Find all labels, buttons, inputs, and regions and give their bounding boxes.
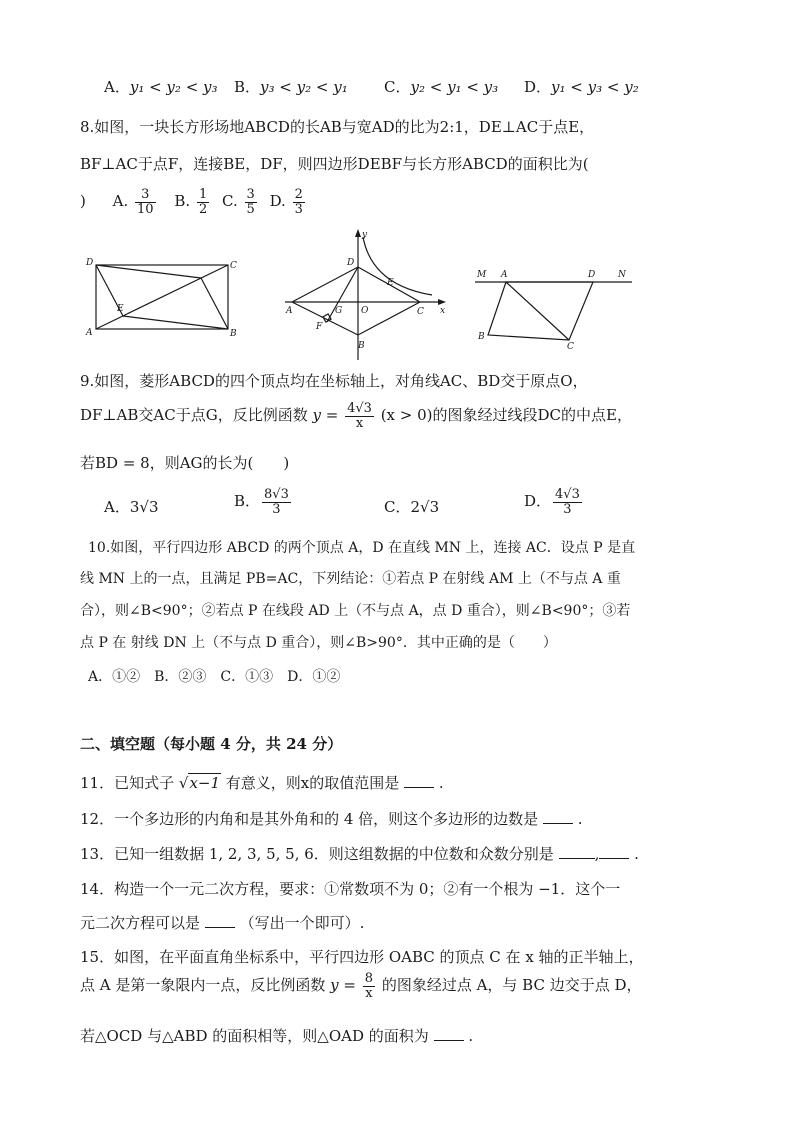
fig3-label-c: C <box>567 342 574 352</box>
fig2-label-d: D <box>347 258 355 268</box>
q8-option-b-label: B. <box>174 192 191 211</box>
q9-line1: 9.如图，菱形ABCD的四个顶点均在坐标轴上，对角线AC、BD交于原点O， <box>80 372 588 390</box>
q11-radical: √x−1 <box>178 774 221 792</box>
q9-function-fraction: $\frac{4√3}{x}$ <box>347 401 372 431</box>
fig3-label-n: N <box>618 270 626 280</box>
q9-line2-post: (x > 0)的图象经过线段DC的中点E， <box>380 406 632 425</box>
q14-answer-blank <box>205 915 235 928</box>
fig1-label-a: A <box>86 328 93 338</box>
q15-line2-post: 的图象经过点 A，与 BC 边交于点 D， <box>381 976 642 995</box>
q7-option-c: C．y₂ < y₁ < y₃ <box>384 78 499 96</box>
q15-line3: 若△OCD 与△ABD 的面积相等，则△OAD 的面积为 . <box>80 1027 474 1045</box>
fig2-label-o: O <box>361 306 369 316</box>
q9-option-a: A．3√3 <box>104 498 159 516</box>
fig2-label-g: G <box>335 306 343 316</box>
q9-options <box>104 488 604 528</box>
q15-line2 <box>80 972 642 1000</box>
fig2-label-a: A <box>286 306 293 316</box>
geometry-figures <box>80 225 640 365</box>
q13: 13．已知一组数据 1, 2, 3, 5, 5, 6．则这组数据的中位数和众数分别是 , . <box>80 845 639 863</box>
q14-line1: 14．构造一个一元二次方程，要求：①常数项不为 0；②有一个根为 −1．这个一 <box>80 880 621 898</box>
q12-answer-blank <box>543 811 573 824</box>
q11-answer-blank <box>404 775 434 788</box>
q15-answer-blank <box>434 1028 464 1041</box>
q12-text: 12．一个多边形的内角和是其外角和的 4 倍，则这个多边形的边数是 <box>80 810 543 828</box>
q8-option-b-fraction: $\frac{1}{2}$ <box>198 187 208 217</box>
section-2-title: 二、填空题（每小题 4 分，共 24 分） <box>80 735 343 753</box>
q8-option-d-label: D. <box>269 192 286 211</box>
fig3-label-b: B <box>478 332 485 342</box>
q7-option-b: B．y₃ < y₂ < y₁ <box>234 78 348 96</box>
q8-paren-close: ) <box>80 192 86 211</box>
q7-option-d: D．y₁ < y₃ < y₂ <box>524 78 639 96</box>
q9-line3: 若BD = 8，则AG的长为( ) <box>80 454 290 472</box>
fig1-label-e: E <box>117 304 124 314</box>
q10-line2: 线 MN 上的一点，且满足 PB=AC，下列结论：①若点 P 在射线 AM 上（不与点 A 重 <box>80 571 621 587</box>
q9-function-lhs: y = <box>312 406 339 425</box>
fig3-label-a: A <box>501 270 508 280</box>
fig3-label-m: M <box>477 270 487 280</box>
q15-line2-pre: 点 A 是第一象限内一点，反比例函数 <box>80 976 326 995</box>
fig2-label-e: E <box>387 278 394 288</box>
q8-option-a-fraction: $\frac{3}{10}$ <box>137 187 154 217</box>
q8-option-c-fraction: $\frac{3}{5}$ <box>246 187 255 217</box>
fig2-label-b: B <box>358 341 365 351</box>
q15-function-fraction: $\frac{8}{x}$ <box>364 971 374 1001</box>
fig2-label-y: y <box>362 230 368 240</box>
q10-line1: 10.如图，平行四边形 ABCD 的两个顶点 A，D 在直线 MN 上，连接 AC．设点 P 是直 <box>88 540 636 556</box>
fig3-label-d: D <box>588 270 596 280</box>
q13-answer-blank-2 <box>599 846 629 859</box>
q11: 11．已知式子 √x−1 有意义，则x的取值范围是 . <box>80 774 444 792</box>
q11-post: 有意义，则x的取值范围是 <box>225 774 405 792</box>
fig1-label-c: C <box>230 261 237 271</box>
q10-line3: 合），则∠B<90°；②若点 P 在线段 AD 上（不与点 A，点 D 重合），则∠B<90°；③若 <box>80 603 631 619</box>
fig1-label-b: B <box>230 329 237 339</box>
figure-parallelogram <box>475 282 632 340</box>
q9-option-c: C．2√3 <box>384 498 440 516</box>
q13-answer-blank-1 <box>559 846 595 859</box>
q11-pre: 11．已知式子 <box>80 774 175 792</box>
q14-line2-post: （写出一个即可）. <box>239 914 365 932</box>
q15-line1: 15．如图，在平面直角坐标系中，平行四边形 OABC 的顶点 C 在 x 轴的正半轴上， <box>80 948 644 966</box>
q8-line2: BF⊥AC于点F，连接BE，DF，则四边形DEBF与长方形ABCD的面积比为( <box>80 155 589 173</box>
figure-rectangle <box>96 265 228 329</box>
q8-option-d-fraction: $\frac{2}{3}$ <box>294 187 303 217</box>
q13-text: 13．已知一组数据 1, 2, 3, 5, 5, 6．则这组数据的中位数和众数分别是 <box>80 845 554 863</box>
q15-line3-pre: 若△OCD 与△ABD 的面积相等，则△OAD 的面积为 <box>80 1027 434 1045</box>
q14-line2-pre: 元二次方程可以是 <box>80 914 205 932</box>
q9-line2 <box>80 402 632 430</box>
q8-options <box>80 188 307 216</box>
fig2-label-c: C <box>417 307 424 317</box>
q9-line2-pre: DF⊥AB交AC于点G，反比例函数 <box>80 406 308 425</box>
q12: 12．一个多边形的内角和是其外角和的 4 倍，则这个多边形的边数是 . <box>80 810 583 828</box>
q9-option-b: B． $\frac{8√3}{3}$ <box>234 487 289 517</box>
fig2-label-x: x <box>440 306 446 316</box>
y-axis-arrow <box>355 229 361 237</box>
q10-line4: 点 P 在 射线 DN 上（不与点 D 重合），则∠B>90°．其中正确的是（ ） <box>80 635 557 651</box>
q8-option-c-label: C. <box>222 192 238 211</box>
q14-line2 <box>80 912 364 933</box>
q7-options <box>104 76 664 96</box>
q7-option-a: A．y₁ < y₂ < y₃ <box>104 78 218 96</box>
q9-option-d: D． $\frac{4√3}{3}$ <box>524 487 580 517</box>
fig2-label-f: F <box>316 322 323 332</box>
q15-function-lhs: y = <box>330 976 356 995</box>
fig1-label-d: D <box>86 258 94 268</box>
q8-line1: 8.如图，一块长方形场地ABCD的长AB与宽AD的比为2:1，DE⊥AC于点E， <box>80 118 595 136</box>
q10-options: A．①② B．②③ C．①③ D．①② <box>88 669 341 685</box>
q8-option-a-label: A. <box>112 192 129 211</box>
x-axis-arrow <box>438 299 446 305</box>
